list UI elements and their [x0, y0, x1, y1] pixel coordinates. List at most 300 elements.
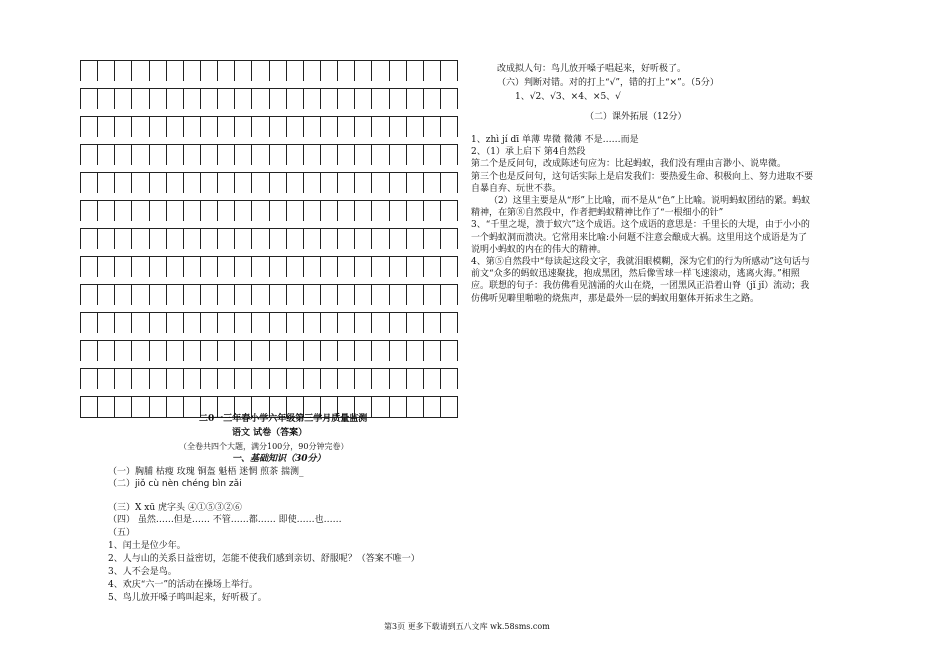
- grid-cell: [81, 145, 98, 165]
- grid-cell: [441, 257, 458, 277]
- grid-cell: [355, 313, 372, 333]
- grid-row: [80, 340, 458, 361]
- grid-cell: [132, 145, 149, 165]
- grid-cell: [167, 61, 184, 81]
- grid-cell: [218, 257, 235, 277]
- grid-cell: [338, 285, 355, 305]
- grid-cell: [167, 285, 184, 305]
- grid-cell: [132, 341, 149, 361]
- grid-cell: [184, 341, 201, 361]
- grid-cell: [304, 369, 321, 389]
- grid-cell: [424, 257, 441, 277]
- grid-cell: [184, 369, 201, 389]
- grid-cell: [390, 369, 407, 389]
- grid-cell: [235, 313, 252, 333]
- grid-cell: [270, 341, 287, 361]
- grid-cell: [338, 313, 355, 333]
- grid-cell: [304, 61, 321, 81]
- grid-cell: [218, 341, 235, 361]
- grid-cell: [167, 201, 184, 221]
- grid-cell: [252, 341, 269, 361]
- grid-cell: [338, 61, 355, 81]
- grid-cell: [98, 397, 115, 417]
- grid-cell: [235, 285, 252, 305]
- grid-gap: [80, 305, 458, 312]
- grid-cell: [218, 201, 235, 221]
- grid-cell: [98, 117, 115, 137]
- grid-cell: [184, 173, 201, 193]
- grid-cell: [115, 229, 132, 249]
- grid-cell: [201, 117, 218, 137]
- grid-cell: [167, 145, 184, 165]
- answer-paragraph: （2）这里主要是从“形”上比喻，而不是从“色”上比喻。说明蚂蚁团结的紧。蚂蚁精神，在第⑧自然段中，作者把蚂蚁精神比作了“一根细小的针”: [471, 196, 811, 219]
- grid-cell: [252, 89, 269, 109]
- grid-cell: [372, 341, 389, 361]
- grid-cell: [150, 89, 167, 109]
- grid-row: [80, 256, 458, 277]
- grid-cell: [184, 257, 201, 277]
- grid-cell: [304, 285, 321, 305]
- grid-cell: [304, 173, 321, 193]
- grid-cell: [115, 173, 132, 193]
- grid-cell: [338, 173, 355, 193]
- grid-cell: [252, 229, 269, 249]
- note-line: （全卷共四个大题，满分100分，90分钟完卷）: [179, 442, 349, 451]
- answer-paragraph: 3、“千里之堤，溃于蚁穴”这个成语。这个成语的意思是：千里长的大堤，由于小小的一个蚂蚁洞而溃决。它常用来比喻:小问题不注意会酿成大祸。这里用这个成语是为了说明小蚂蚁的内在的伟大的精神。: [471, 220, 810, 255]
- grid-cell: [390, 313, 407, 333]
- grid-cell: [321, 145, 338, 165]
- grid-cell: [355, 89, 372, 109]
- grid-cell: [355, 229, 372, 249]
- subject-line: 语文 试卷（答案）: [232, 428, 308, 438]
- grid-cell: [321, 117, 338, 137]
- grid-cell: [407, 257, 424, 277]
- answer-paragraph: 4、第⑤自然段中“每读起这段文字，我就泪眼模糊，深为它们的行为所感动”这句话与前文“众多的蚂蚁迅速聚拢，抱成黑团，然后像雪球一样飞速滚动，逃离火海。”相照应。联想的句子：我仿佛看见汹涌的火山在烧，一团黑风正沿着山脊（jǐ jǐ）流动；我仿佛听见噼里啪啦的烧焦声，那是最外一层的蚂蚁用躯体开拓求生之路。: [471, 257, 810, 304]
- section1-heading: 一、基础知识（30分）: [232, 454, 326, 464]
- grid-cell: [372, 117, 389, 137]
- answer-line: 4、欢庆“六一”的活动在操场上举行。: [108, 580, 258, 590]
- grid-cell: [287, 313, 304, 333]
- grid-cell: [252, 313, 269, 333]
- grid-cell: [424, 341, 441, 361]
- grid-cell: [167, 397, 184, 417]
- grid-cell: [424, 201, 441, 221]
- grid-cell: [441, 173, 458, 193]
- grid-cell: [98, 285, 115, 305]
- grid-cell: [424, 173, 441, 193]
- grid-cell: [321, 369, 338, 389]
- grid-cell: [235, 201, 252, 221]
- grid-cell: [150, 229, 167, 249]
- grid-cell: [270, 369, 287, 389]
- grid-cell: [81, 201, 98, 221]
- grid-cell: [81, 117, 98, 137]
- grid-cell: [338, 257, 355, 277]
- grid-cell: [304, 145, 321, 165]
- grid-row: [80, 172, 458, 193]
- grid-gap: [80, 221, 458, 228]
- grid-cell: [81, 397, 98, 417]
- grid-cell: [150, 61, 167, 81]
- grid-cell: [390, 257, 407, 277]
- exam-title: 二0一三年春小学六年级第三学月质量监测: [199, 414, 368, 424]
- grid-cell: [355, 117, 372, 137]
- grid-cell: [201, 313, 218, 333]
- grid-cell: [407, 397, 424, 417]
- grid-cell: [235, 145, 252, 165]
- grid-cell: [441, 285, 458, 305]
- grid-cell: [201, 341, 218, 361]
- grid-cell: [201, 229, 218, 249]
- grid-cell: [235, 257, 252, 277]
- grid-cell: [150, 173, 167, 193]
- answer-line: 1、闰土是位少年。: [108, 541, 186, 551]
- grid-cell: [270, 173, 287, 193]
- grid-cell: [252, 285, 269, 305]
- grid-cell: [390, 341, 407, 361]
- grid-cell: [167, 117, 184, 137]
- grid-cell: [81, 173, 98, 193]
- grid-cell: [407, 145, 424, 165]
- grid-cell: [167, 313, 184, 333]
- grid-cell: [252, 173, 269, 193]
- grid-cell: [132, 117, 149, 137]
- grid-cell: [81, 89, 98, 109]
- grid-cell: [115, 313, 132, 333]
- grid-cell: [424, 145, 441, 165]
- grid-cell: [167, 257, 184, 277]
- grid-cell: [304, 201, 321, 221]
- grid-cell: [252, 61, 269, 81]
- grid-cell: [235, 369, 252, 389]
- grid-row: [80, 312, 458, 333]
- answer-line: （三）X xū 虎字头 ④①⑤③②⑥: [108, 503, 242, 513]
- grid-cell: [304, 117, 321, 137]
- grid-cell: [218, 145, 235, 165]
- grid-cell: [270, 145, 287, 165]
- grid-cell: [355, 145, 372, 165]
- grid-cell: [201, 173, 218, 193]
- judge-answers: 1、√2、√3、×4、×5、√: [515, 92, 621, 102]
- grid-cell: [201, 145, 218, 165]
- grid-cell: [287, 117, 304, 137]
- grid-cell: [252, 369, 269, 389]
- grid-cell: [321, 173, 338, 193]
- grid-cell: [150, 369, 167, 389]
- grid-cell: [355, 61, 372, 81]
- grid-cell: [441, 117, 458, 137]
- grid-cell: [235, 61, 252, 81]
- grid-cell: [321, 229, 338, 249]
- grid-cell: [132, 229, 149, 249]
- grid-cell: [98, 201, 115, 221]
- grid-gap: [80, 389, 458, 396]
- composition-grid: [80, 60, 458, 418]
- grid-cell: [132, 313, 149, 333]
- grid-cell: [321, 89, 338, 109]
- grid-cell: [98, 145, 115, 165]
- grid-cell: [441, 229, 458, 249]
- grid-cell: [270, 313, 287, 333]
- grid-cell: [424, 89, 441, 109]
- grid-cell: [115, 145, 132, 165]
- grid-cell: [218, 285, 235, 305]
- grid-cell: [81, 369, 98, 389]
- grid-cell: [150, 117, 167, 137]
- grid-cell: [167, 341, 184, 361]
- answer-paragraph: 2、（1）承上启下 第4自然段: [471, 147, 586, 158]
- grid-cell: [441, 397, 458, 417]
- grid-cell: [407, 285, 424, 305]
- grid-cell: [81, 257, 98, 277]
- grid-cell: [201, 61, 218, 81]
- grid-cell: [252, 257, 269, 277]
- grid-cell: [235, 229, 252, 249]
- grid-cell: [218, 117, 235, 137]
- grid-cell: [235, 173, 252, 193]
- grid-cell: [390, 285, 407, 305]
- grid-cell: [355, 369, 372, 389]
- grid-cell: [167, 369, 184, 389]
- grid-gap: [80, 249, 458, 256]
- grid-cell: [184, 89, 201, 109]
- grid-cell: [390, 173, 407, 193]
- grid-cell: [390, 89, 407, 109]
- grid-cell: [287, 145, 304, 165]
- grid-cell: [184, 117, 201, 137]
- answer-line: 3、人不会是鸟。: [108, 567, 177, 577]
- grid-gap: [80, 277, 458, 284]
- answer-line: （一）胸脯 枯瘦 玫瑰 铜盔 魁梧 迷惘 煎茶 揣测_: [108, 467, 304, 477]
- grid-cell: [201, 89, 218, 109]
- grid-cell: [218, 229, 235, 249]
- grid-cell: [115, 61, 132, 81]
- grid-cell: [441, 145, 458, 165]
- grid-cell: [372, 369, 389, 389]
- grid-cell: [184, 285, 201, 305]
- grid-cell: [407, 341, 424, 361]
- grid-cell: [407, 313, 424, 333]
- grid-cell: [252, 201, 269, 221]
- grid-cell: [132, 61, 149, 81]
- grid-cell: [321, 341, 338, 361]
- grid-cell: [252, 145, 269, 165]
- grid-cell: [407, 89, 424, 109]
- grid-cell: [372, 201, 389, 221]
- grid-cell: [390, 117, 407, 137]
- grid-cell: [184, 313, 201, 333]
- grid-cell: [372, 313, 389, 333]
- grid-cell: [424, 313, 441, 333]
- grid-cell: [372, 229, 389, 249]
- grid-cell: [98, 229, 115, 249]
- answer-line: （二）jiǒ cù nèn chéng bìn zǎi: [108, 479, 242, 489]
- grid-cell: [355, 173, 372, 193]
- grid-cell: [424, 117, 441, 137]
- grid-cell: [167, 229, 184, 249]
- grid-cell: [270, 89, 287, 109]
- grid-gap: [80, 193, 458, 200]
- grid-cell: [132, 89, 149, 109]
- grid-cell: [304, 229, 321, 249]
- grid-cell: [287, 257, 304, 277]
- grid-cell: [150, 341, 167, 361]
- grid-cell: [235, 89, 252, 109]
- grid-cell: [81, 341, 98, 361]
- grid-cell: [150, 257, 167, 277]
- grid-cell: [270, 285, 287, 305]
- grid-gap: [80, 333, 458, 340]
- grid-cell: [424, 61, 441, 81]
- grid-cell: [287, 61, 304, 81]
- answer-paragraph: 第三个也是反问句，这句话实际上是启发我们：要热爱生命、积极向上、努力进取不要自暴自弃、玩世不恭。: [471, 171, 814, 194]
- grid-cell: [115, 257, 132, 277]
- grid-cell: [115, 341, 132, 361]
- grid-cell: [201, 285, 218, 305]
- grid-cell: [270, 61, 287, 81]
- grid-cell: [338, 117, 355, 137]
- grid-cell: [390, 229, 407, 249]
- grid-cell: [407, 117, 424, 137]
- page-footer: 第3页 更多下载请到五八文库 wk.58sms.com: [384, 622, 550, 631]
- grid-cell: [304, 341, 321, 361]
- grid-cell: [167, 89, 184, 109]
- grid-cell: [372, 145, 389, 165]
- grid-cell: [201, 201, 218, 221]
- grid-gap: [80, 81, 458, 88]
- grid-gap: [80, 361, 458, 368]
- grid-row: [80, 88, 458, 109]
- grid-cell: [390, 201, 407, 221]
- grid-cell: [355, 285, 372, 305]
- grid-cell: [270, 229, 287, 249]
- grid-cell: [132, 201, 149, 221]
- grid-cell: [98, 173, 115, 193]
- grid-cell: [441, 201, 458, 221]
- grid-cell: [218, 61, 235, 81]
- grid-cell: [184, 201, 201, 221]
- grid-cell: [287, 89, 304, 109]
- grid-cell: [287, 201, 304, 221]
- answer-line: （四） 虽然……但是…… 不管……都…… 即使……也……: [108, 515, 342, 525]
- grid-cell: [201, 257, 218, 277]
- grid-cell: [132, 285, 149, 305]
- grid-cell: [338, 89, 355, 109]
- grid-cell: [372, 257, 389, 277]
- grid-cell: [218, 313, 235, 333]
- grid-cell: [390, 145, 407, 165]
- grid-cell: [338, 201, 355, 221]
- grid-cell: [321, 201, 338, 221]
- grid-cell: [270, 257, 287, 277]
- extension-answers: [471, 134, 816, 305]
- grid-cell: [270, 201, 287, 221]
- grid-cell: [372, 285, 389, 305]
- grid-cell: [132, 397, 149, 417]
- grid-row: [80, 368, 458, 389]
- grid-cell: [372, 397, 389, 417]
- judge-question: （六）判断对错。对的打上“√”，错的打上“×”。（5分）: [497, 78, 719, 88]
- grid-cell: [98, 313, 115, 333]
- grid-cell: [407, 229, 424, 249]
- grid-cell: [304, 313, 321, 333]
- grid-cell: [390, 397, 407, 417]
- answer-line: 2、人与山的关系日益密切，怎能不使我们感到亲切、舒服呢？（答案不唯一）: [108, 554, 420, 564]
- grid-cell: [235, 341, 252, 361]
- grid-gap: [80, 165, 458, 172]
- grid-cell: [270, 117, 287, 137]
- grid-cell: [132, 257, 149, 277]
- grid-cell: [390, 61, 407, 81]
- grid-cell: [321, 61, 338, 81]
- grid-cell: [304, 89, 321, 109]
- grid-cell: [287, 369, 304, 389]
- grid-cell: [115, 285, 132, 305]
- grid-cell: [441, 369, 458, 389]
- grid-cell: [218, 173, 235, 193]
- grid-cell: [81, 229, 98, 249]
- grid-cell: [115, 117, 132, 137]
- grid-cell: [150, 313, 167, 333]
- grid-cell: [355, 201, 372, 221]
- grid-row: [80, 116, 458, 137]
- grid-cell: [355, 341, 372, 361]
- grid-gap: [80, 109, 458, 116]
- grid-cell: [184, 61, 201, 81]
- grid-row: [80, 60, 458, 81]
- grid-cell: [115, 397, 132, 417]
- grid-cell: [321, 313, 338, 333]
- grid-cell: [407, 369, 424, 389]
- grid-cell: [235, 117, 252, 137]
- grid-cell: [132, 369, 149, 389]
- answer-paragraph: 第二个是反问句，改成陈述句应为：比起蚂蚁，我们没有理由言渺小、说卑微。: [471, 159, 787, 170]
- grid-cell: [372, 89, 389, 109]
- grid-cell: [441, 89, 458, 109]
- grid-cell: [424, 229, 441, 249]
- grid-cell: [150, 201, 167, 221]
- grid-cell: [287, 229, 304, 249]
- answer-paragraph: 1、zhì jí dī 单薄 卑微 微薄 不是……而是: [471, 135, 639, 145]
- grid-cell: [218, 89, 235, 109]
- grid-cell: [321, 285, 338, 305]
- grid-cell: [184, 145, 201, 165]
- grid-cell: [441, 61, 458, 81]
- grid-cell: [287, 173, 304, 193]
- grid-cell: [287, 285, 304, 305]
- grid-cell: [338, 341, 355, 361]
- grid-cell: [201, 369, 218, 389]
- grid-gap: [80, 137, 458, 144]
- grid-cell: [441, 341, 458, 361]
- grid-cell: [218, 369, 235, 389]
- grid-row: [80, 144, 458, 165]
- grid-cell: [287, 341, 304, 361]
- grid-cell: [424, 397, 441, 417]
- grid-cell: [372, 61, 389, 81]
- grid-row: [80, 200, 458, 221]
- grid-cell: [338, 145, 355, 165]
- grid-cell: [98, 61, 115, 81]
- grid-cell: [98, 257, 115, 277]
- grid-cell: [338, 229, 355, 249]
- grid-row: [80, 284, 458, 305]
- grid-cell: [355, 257, 372, 277]
- grid-cell: [252, 117, 269, 137]
- grid-cell: [304, 257, 321, 277]
- grid-cell: [407, 61, 424, 81]
- grid-cell: [150, 285, 167, 305]
